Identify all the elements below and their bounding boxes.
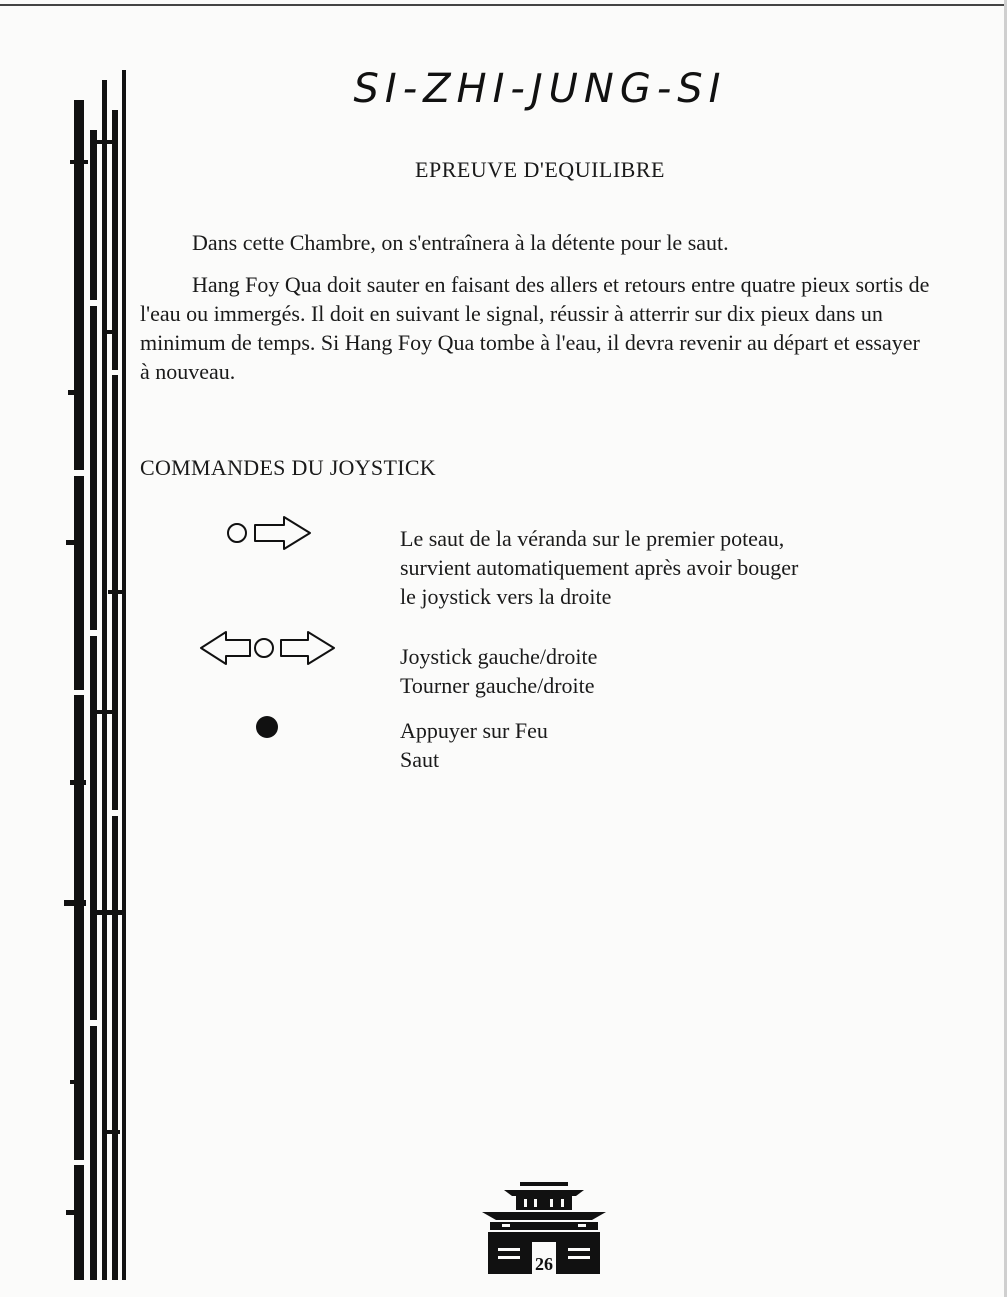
controls-heading: COMMANDES DU JOYSTICK xyxy=(140,455,436,480)
control-description: Appuyer sur Feu Saut xyxy=(400,718,548,772)
intro-paragraph: Dans cette Chambre, on s'entraînera à la détente pour le saut. xyxy=(192,230,729,255)
bamboo-border-icon xyxy=(64,70,130,1280)
control-description: Le saut de la véranda sur le premier poteau, survient automatiquement après avoir bouger le joystick vers la droite xyxy=(400,526,799,609)
control-description: Joystick gauche/droite Tourner gauche/droite xyxy=(400,644,598,698)
top-rule xyxy=(0,4,1007,6)
pagoda-logo-icon xyxy=(480,1178,608,1274)
section-subtitle: EPREUVE D'EQUILIBRE xyxy=(415,157,665,182)
body-paragraph: Hang Foy Qua doit sauter en faisant des allers et retours entre quatre pieux sortis de l'eau ou immergés. Il doit en suivant le signal, réussir à atterrir sur dix pieux dans un minimum de temps. Si Hang Foy Qua tombe à l'eau, il devra revenir au départ et essayer à nouveau. xyxy=(140,272,930,384)
page-number: 26 xyxy=(535,1254,553,1274)
fire-button-icon xyxy=(252,712,282,742)
joystick-right-icon xyxy=(222,514,314,552)
page-title: SI-ZHI-JUNG-SI xyxy=(353,66,727,112)
joystick-left-right-icon xyxy=(198,629,338,667)
